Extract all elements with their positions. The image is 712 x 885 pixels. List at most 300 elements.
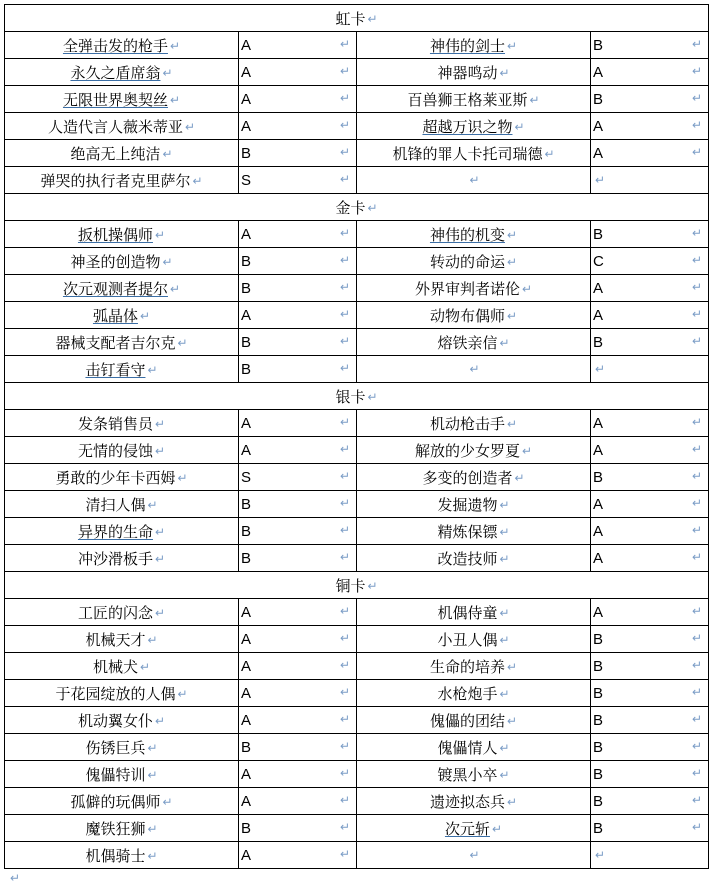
paragraph-mark-icon: ↵ [339, 307, 350, 321]
table-row [5, 437, 709, 464]
paragraph-mark-icon: ↵ [162, 65, 173, 80]
card-name-cell [5, 329, 239, 356]
paragraph-mark-icon: ↵ [691, 631, 703, 645]
card-rank-text: B [593, 711, 604, 729]
table-row [5, 221, 709, 248]
empty-cell [357, 356, 591, 383]
card-name-text: 镀黑小卒 [437, 766, 498, 784]
card-name-cell [5, 734, 239, 761]
card-name-cell [357, 437, 591, 464]
paragraph-mark-icon: ↵ [595, 847, 606, 862]
card-rank-text: A [241, 441, 252, 459]
table-row [5, 815, 709, 842]
card-rank-cell [239, 59, 357, 86]
card-rank-cell [239, 113, 357, 140]
card-name-cell [5, 59, 239, 86]
card-rank-cell [239, 86, 357, 113]
card-rank-text: A [593, 117, 604, 135]
card-name-cell [5, 842, 239, 869]
card-rank-cell [591, 221, 709, 248]
card-rank-cell [239, 518, 357, 545]
card-rank-text: A [241, 630, 252, 648]
card-name-cell [5, 113, 239, 140]
paragraph-mark-icon: ↵ [147, 767, 158, 782]
card-name-text: 击钉看守 [85, 361, 146, 379]
paragraph-mark-icon: ↵ [691, 253, 703, 267]
card-rank-text: A [241, 846, 252, 864]
card-rank-cell [239, 248, 357, 275]
card-rank-text: B [241, 360, 252, 378]
card-rank-cell [591, 410, 709, 437]
card-name-cell [5, 32, 239, 59]
card-name-cell [5, 356, 239, 383]
card-rank-cell [239, 734, 357, 761]
card-name-text: 神伟的机变 [429, 226, 505, 244]
table-row [5, 653, 709, 680]
card-name-cell [5, 518, 239, 545]
card-rank-cell [239, 275, 357, 302]
card-rank-cell [591, 140, 709, 167]
card-rank-text: A [593, 279, 604, 297]
card-rank-text: A [241, 90, 252, 108]
paragraph-mark-icon: ↵ [691, 334, 703, 348]
card-rank-text: B [241, 333, 252, 351]
card-rank-cell [591, 707, 709, 734]
card-name-cell [357, 815, 591, 842]
table-row [5, 113, 709, 140]
empty-cell [357, 167, 591, 194]
paragraph-mark-icon: ↵ [177, 335, 188, 350]
section-title-cell [5, 572, 709, 599]
card-name-cell [5, 437, 239, 464]
card-rank-cell [239, 329, 357, 356]
paragraph-mark-icon: ↵ [691, 793, 703, 807]
card-rank-text: A [241, 792, 252, 810]
card-name-text: 傀儡的团结 [429, 712, 505, 730]
card-rank-cell [239, 545, 357, 572]
paragraph-mark-icon: ↵ [154, 551, 166, 566]
card-rank-cell [591, 437, 709, 464]
paragraph-mark-icon: ↵ [544, 146, 555, 161]
table-row [5, 626, 709, 653]
table-row [5, 464, 709, 491]
card-name-cell [5, 761, 239, 788]
card-rank-text: B [593, 765, 604, 783]
card-rank-text: B [593, 738, 604, 756]
paragraph-mark-icon: ↵ [339, 712, 350, 726]
paragraph-mark-icon: ↵ [499, 767, 510, 782]
card-name-text: 异界的生命 [77, 523, 153, 541]
card-rank-text: A [593, 306, 604, 324]
table-row [5, 680, 709, 707]
card-name-cell [5, 653, 239, 680]
card-name-cell [357, 275, 591, 302]
paragraph-mark-icon: ↵ [691, 280, 703, 294]
card-name-text: 神器鸣动 [437, 64, 498, 82]
card-rank-cell [239, 653, 357, 680]
card-rank-cell [591, 761, 709, 788]
card-name-text: 工匠的闪念 [77, 604, 153, 622]
paragraph-mark-icon: ↵ [339, 442, 350, 456]
card-name-cell [5, 248, 239, 275]
card-rank-text: A [593, 522, 604, 540]
card-name-cell [5, 302, 239, 329]
card-name-text: 多变的创造者 [422, 469, 513, 487]
paragraph-mark-icon: ↵ [506, 794, 518, 809]
card-rank-text: A [241, 603, 252, 621]
card-rank-text: A [593, 63, 604, 81]
paragraph-mark-icon: ↵ [339, 604, 350, 618]
card-rank-text: A [593, 549, 604, 567]
card-rank-cell [591, 302, 709, 329]
table-row [5, 518, 709, 545]
card-name-cell [5, 464, 239, 491]
paragraph-mark-icon: ↵ [691, 226, 703, 240]
empty-cell [591, 356, 709, 383]
table-row [5, 707, 709, 734]
card-rank-cell [239, 410, 357, 437]
paragraph-mark-icon: ↵ [469, 172, 480, 187]
card-name-text: 超越万识之物 [422, 118, 513, 136]
paragraph-mark-icon: ↵ [691, 658, 703, 672]
card-rank-text: C [593, 252, 604, 270]
card-rank-text: B [241, 279, 252, 297]
paragraph-mark-icon: ↵ [339, 550, 350, 564]
card-name-cell [357, 599, 591, 626]
card-name-text: 全弹击发的枪手 [62, 37, 168, 55]
paragraph-mark-icon: ↵ [469, 361, 480, 376]
section-title-cell [5, 5, 709, 32]
card-name-cell [5, 140, 239, 167]
paragraph-mark-icon: ↵ [514, 119, 525, 134]
paragraph-mark-icon: ↵ [514, 470, 525, 485]
card-name-cell [357, 491, 591, 518]
card-rank-text: B [241, 549, 252, 567]
card-name-cell [5, 275, 239, 302]
paragraph-mark-icon: ↵ [339, 658, 350, 672]
card-name-cell [357, 788, 591, 815]
card-rank-cell [591, 32, 709, 59]
section-header-row [5, 572, 709, 599]
paragraph-mark-icon: ↵ [139, 308, 151, 323]
card-name-text: 机偶骑士 [85, 847, 146, 865]
paragraph-mark-icon: ↵ [499, 551, 510, 566]
paragraph-mark-icon: ↵ [154, 443, 166, 458]
card-name-text: 器械支配者吉尔克 [55, 334, 176, 352]
card-name-cell [357, 140, 591, 167]
card-rank-cell [239, 788, 357, 815]
section-title-cell [5, 194, 709, 221]
card-name-cell [357, 707, 591, 734]
card-name-cell [5, 545, 239, 572]
paragraph-mark-icon: ↵ [499, 335, 510, 350]
paragraph-mark-icon: ↵ [339, 172, 350, 186]
card-name-cell [357, 32, 591, 59]
card-rank-cell [239, 626, 357, 653]
table-row [5, 599, 709, 626]
card-name-text: 冲沙滑板手 [77, 550, 153, 568]
paragraph-mark-icon: ↵ [177, 686, 188, 701]
paragraph-mark-icon: ↵ [691, 739, 703, 753]
section-title-text: 银卡 [335, 388, 366, 406]
paragraph-mark-icon: ↵ [506, 416, 518, 431]
paragraph-mark-icon: ↵ [339, 496, 350, 510]
table-row [5, 86, 709, 113]
card-rank-text: S [241, 468, 252, 486]
paragraph-mark-icon: ↵ [691, 496, 703, 510]
card-rank-cell [591, 248, 709, 275]
card-rank-text: A [241, 36, 252, 54]
paragraph-mark-icon: ↵ [339, 523, 350, 537]
paragraph-mark-icon: ↵ [339, 415, 350, 429]
paragraph-mark-icon: ↵ [147, 497, 158, 512]
card-name-cell [357, 302, 591, 329]
paragraph-mark-icon: ↵ [499, 65, 510, 80]
card-name-cell [357, 680, 591, 707]
card-rank-cell [591, 815, 709, 842]
card-rank-text: A [241, 765, 252, 783]
card-rank-text: A [241, 657, 252, 675]
card-name-text: 水枪炮手 [437, 685, 498, 703]
card-name-text: 机动翼女仆 [77, 712, 153, 730]
paragraph-mark-icon: ↵ [154, 227, 166, 242]
card-rank-cell [591, 59, 709, 86]
empty-cell [357, 842, 591, 869]
card-name-text: 改造技师 [437, 550, 498, 568]
paragraph-mark-icon: ↵ [691, 64, 703, 78]
card-rank-text: A [593, 603, 604, 621]
card-name-text: 勇敢的少年卡西姆 [55, 469, 176, 487]
paragraph-mark-icon: ↵ [339, 118, 350, 132]
card-rank-cell [591, 545, 709, 572]
card-name-text: 弧晶体 [92, 307, 138, 325]
paragraph-mark-icon: ↵ [339, 91, 350, 105]
card-name-cell [357, 761, 591, 788]
card-name-text: 伤锈巨兵 [85, 739, 146, 757]
card-rank-cell [591, 86, 709, 113]
card-rank-text: B [593, 792, 604, 810]
paragraph-mark-icon: ↵ [162, 254, 173, 269]
card-name-text: 弹哭的执行者克里萨尔 [40, 172, 191, 190]
paragraph-mark-icon: ↵ [691, 118, 703, 132]
paragraph-mark-icon: ↵ [506, 254, 518, 269]
paragraph-mark-icon: ↵ [339, 685, 350, 699]
paragraph-mark-icon: ↵ [147, 848, 158, 863]
card-rank-cell [591, 518, 709, 545]
paragraph-mark-icon: ↵ [147, 740, 158, 755]
paragraph-mark-icon: ↵ [339, 739, 350, 753]
card-name-text: 机锋的罪人卡托司瑞德 [392, 145, 543, 163]
paragraph-mark-icon: ↵ [691, 442, 703, 456]
card-name-cell [357, 734, 591, 761]
card-name-text: 百兽狮王格莱亚斯 [407, 91, 528, 109]
card-rank-text: B [593, 657, 604, 675]
card-name-text: 次元斩 [444, 820, 490, 838]
paragraph-mark-icon: ↵ [491, 821, 503, 836]
card-name-text: 机械天才 [85, 631, 146, 649]
card-name-text: 孤僻的玩偶师 [70, 793, 161, 811]
table-row [5, 140, 709, 167]
card-rank-text: B [593, 684, 604, 702]
card-name-cell [5, 167, 239, 194]
card-name-text: 遗迹拟态兵 [429, 793, 505, 811]
card-name-text: 扳机操偶师 [77, 226, 153, 244]
paragraph-mark-icon: ↵ [691, 712, 703, 726]
paragraph-mark-icon: ↵ [506, 227, 518, 242]
card-name-text: 机偶侍童 [437, 604, 498, 622]
card-name-cell [5, 626, 239, 653]
paragraph-mark-icon: ↵ [521, 281, 533, 296]
paragraph-mark-icon: ↵ [147, 821, 158, 836]
card-rank-cell [239, 302, 357, 329]
card-name-text: 傀儡特训 [85, 766, 146, 784]
card-name-cell [357, 329, 591, 356]
card-rarity-table [4, 4, 709, 869]
paragraph-mark-icon: ↵ [177, 470, 188, 485]
card-rank-cell [591, 626, 709, 653]
paragraph-mark-icon: ↵ [506, 713, 518, 728]
paragraph-mark-icon: ↵ [529, 92, 540, 107]
card-rank-text: A [593, 414, 604, 432]
card-rank-cell [239, 32, 357, 59]
paragraph-mark-icon: ↵ [691, 145, 703, 159]
card-name-text: 清扫人偶 [85, 496, 146, 514]
card-rank-cell [239, 842, 357, 869]
section-title-text: 铜卡 [335, 577, 366, 595]
paragraph-mark-icon: ↵ [691, 415, 703, 429]
card-name-cell [357, 545, 591, 572]
card-name-cell [5, 788, 239, 815]
paragraph-mark-icon: ↵ [691, 604, 703, 618]
card-name-cell [357, 410, 591, 437]
card-name-text: 解放的少女罗夏 [414, 442, 520, 460]
paragraph-mark-icon: ↵ [139, 659, 151, 674]
paragraph-mark-icon: ↵ [367, 200, 378, 215]
table-row [5, 32, 709, 59]
paragraph-mark-icon: ↵ [499, 524, 510, 539]
card-name-cell [5, 707, 239, 734]
paragraph-mark-icon: ↵ [169, 92, 181, 107]
paragraph-mark-icon: ↵ [469, 847, 480, 862]
section-header-row [5, 383, 709, 410]
paragraph-mark-icon: ↵ [147, 632, 158, 647]
paragraph-mark-icon: ↵ [506, 38, 518, 53]
paragraph-mark-icon: ↵ [691, 685, 703, 699]
card-name-text: 神伟的剑士 [429, 37, 505, 55]
paragraph-mark-icon: ↵ [154, 524, 166, 539]
card-rank-text: B [593, 333, 604, 351]
empty-cell [591, 167, 709, 194]
paragraph-mark-icon: ↵ [499, 686, 510, 701]
table-row [5, 59, 709, 86]
paragraph-mark-icon: ↵ [339, 766, 350, 780]
card-rank-text: A [593, 495, 604, 513]
card-rank-cell [239, 356, 357, 383]
card-name-text: 永久之盾席翁 [70, 64, 161, 82]
card-rank-text: B [241, 252, 252, 270]
card-rank-text: B [241, 495, 252, 513]
paragraph-mark-icon: ↵ [506, 659, 518, 674]
paragraph-mark-icon: ↵ [339, 361, 350, 375]
card-rank-cell [239, 167, 357, 194]
section-header-row [5, 5, 709, 32]
card-rank-cell [591, 680, 709, 707]
card-rank-cell [239, 599, 357, 626]
paragraph-mark-icon: ↵ [339, 334, 350, 348]
paragraph-mark-icon: ↵ [691, 91, 703, 105]
table-row [5, 356, 709, 383]
section-title-text: 虹卡 [335, 10, 366, 28]
card-name-text: 小丑人偶 [437, 631, 498, 649]
paragraph-mark-icon: ↵ [162, 794, 173, 809]
paragraph-mark-icon: ↵ [499, 497, 510, 512]
card-name-text: 机动枪击手 [429, 415, 505, 433]
card-rank-cell [591, 788, 709, 815]
card-rank-text: A [241, 306, 252, 324]
card-name-cell [357, 464, 591, 491]
paragraph-mark-icon: ↵ [339, 469, 350, 483]
table-row [5, 761, 709, 788]
card-rank-text: B [241, 144, 252, 162]
table-row [5, 734, 709, 761]
paragraph-mark-icon: ↵ [154, 605, 166, 620]
table-row [5, 275, 709, 302]
paragraph-mark-icon: ↵ [339, 226, 350, 240]
card-rank-text: A [593, 144, 604, 162]
section-title-cell [5, 383, 709, 410]
card-rank-text: A [593, 441, 604, 459]
paragraph-mark-icon: ↵ [595, 172, 606, 187]
card-rank-cell [239, 707, 357, 734]
paragraph-mark-icon: ↵ [367, 578, 378, 593]
paragraph-mark-icon: ↵ [169, 38, 181, 53]
paragraph-mark-icon: ↵ [691, 820, 703, 834]
card-name-cell [5, 86, 239, 113]
card-name-text: 魔铁狂狮 [85, 820, 146, 838]
card-name-cell [5, 815, 239, 842]
card-rank-text: B [241, 819, 252, 837]
card-name-cell [357, 221, 591, 248]
card-rank-cell [591, 113, 709, 140]
paragraph-mark-icon: ↵ [595, 361, 606, 376]
table-row [5, 167, 709, 194]
card-name-text: 转动的命运 [429, 253, 505, 271]
paragraph-mark-icon: ↵ [499, 605, 510, 620]
paragraph-mark-icon: ↵ [691, 766, 703, 780]
card-rank-text: B [593, 819, 604, 837]
card-name-cell [357, 248, 591, 275]
card-rank-text: A [241, 684, 252, 702]
card-rank-text: B [241, 738, 252, 756]
paragraph-mark-icon: ↵ [339, 847, 350, 861]
paragraph-mark-icon: ↵ [339, 253, 350, 267]
card-rank-cell [591, 599, 709, 626]
card-name-cell [357, 59, 591, 86]
card-name-cell [5, 410, 239, 437]
card-name-cell [357, 113, 591, 140]
card-rank-text: A [241, 711, 252, 729]
card-rank-text: B [593, 468, 604, 486]
card-rank-text: B [241, 522, 252, 540]
card-name-cell [357, 653, 591, 680]
paragraph-mark-icon: ↵ [691, 37, 703, 51]
card-name-text: 精炼保镖 [437, 523, 498, 541]
card-rank-text: B [593, 630, 604, 648]
card-rank-cell [239, 761, 357, 788]
card-rank-cell [239, 437, 357, 464]
card-name-text: 机械犬 [92, 658, 138, 676]
card-rank-text: A [241, 117, 252, 135]
